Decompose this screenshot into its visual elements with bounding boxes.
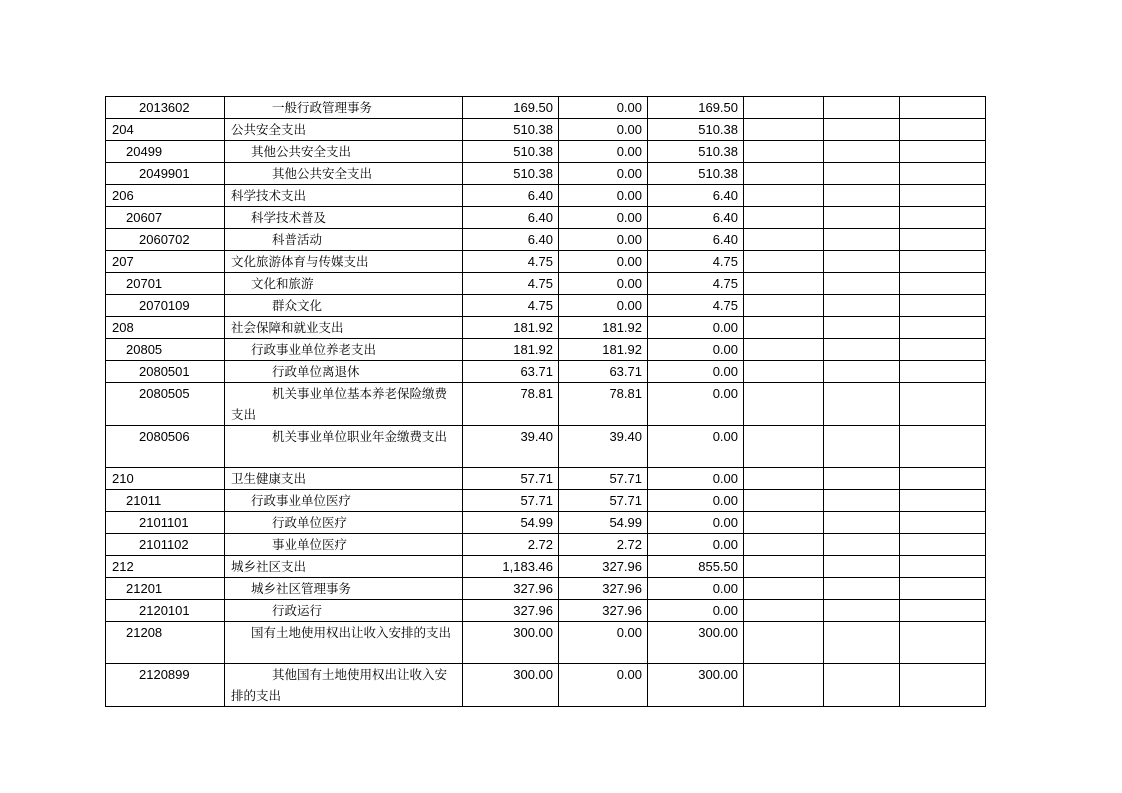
subject-name-cell: 城乡社区管理事务 xyxy=(225,578,463,600)
empty-cell xyxy=(824,185,900,207)
project-expenditure-cell: 0.00 xyxy=(648,383,744,426)
subject-code-cell: 21208 xyxy=(106,622,225,664)
table-row xyxy=(106,512,986,534)
empty-cell xyxy=(744,163,824,185)
subject-code-cell: 2080501 xyxy=(106,361,225,383)
subject-code-cell: 2013602 xyxy=(106,97,225,119)
basic-expenditure-cell: 0.00 xyxy=(559,141,648,163)
empty-cell xyxy=(744,185,824,207)
subject-code-cell: 20701 xyxy=(106,273,225,295)
subject-code-cell: 20607 xyxy=(106,207,225,229)
subject-name-cell: 行政事业单位医疗 xyxy=(225,490,463,512)
project-expenditure-cell: 0.00 xyxy=(648,468,744,490)
subject-code-cell: 2120899 xyxy=(106,664,225,707)
project-expenditure-cell: 510.38 xyxy=(648,163,744,185)
empty-cell xyxy=(744,119,824,141)
subject-name-cell: 机关事业单位基本养老保险缴费支出 xyxy=(225,383,463,426)
subject-name-cell: 一般行政管理事务 xyxy=(225,97,463,119)
subject-code-cell: 2080505 xyxy=(106,383,225,426)
empty-cell xyxy=(824,578,900,600)
table-row xyxy=(106,97,986,119)
table-row xyxy=(106,600,986,622)
total-amount-cell: 57.71 xyxy=(463,490,559,512)
table-body xyxy=(106,97,986,707)
empty-cell xyxy=(900,163,986,185)
project-expenditure-cell: 855.50 xyxy=(648,556,744,578)
table-row xyxy=(106,361,986,383)
project-expenditure-cell: 0.00 xyxy=(648,426,744,468)
table-row xyxy=(106,339,986,361)
subject-name-cell: 科学技术普及 xyxy=(225,207,463,229)
empty-cell xyxy=(744,295,824,317)
total-amount-cell: 63.71 xyxy=(463,361,559,383)
empty-cell xyxy=(900,141,986,163)
table-row xyxy=(106,185,986,207)
basic-expenditure-cell: 181.92 xyxy=(559,339,648,361)
empty-cell xyxy=(744,383,824,426)
empty-cell xyxy=(900,578,986,600)
subject-name-cell: 文化旅游体育与传媒支出 xyxy=(225,251,463,273)
subject-name-cell: 事业单位医疗 xyxy=(225,534,463,556)
table-row xyxy=(106,163,986,185)
project-expenditure-cell: 4.75 xyxy=(648,251,744,273)
table-row xyxy=(106,383,986,426)
total-amount-cell: 327.96 xyxy=(463,600,559,622)
project-expenditure-cell: 0.00 xyxy=(648,490,744,512)
project-expenditure-cell: 510.38 xyxy=(648,119,744,141)
total-amount-cell: 78.81 xyxy=(463,383,559,426)
empty-cell xyxy=(900,273,986,295)
empty-cell xyxy=(824,141,900,163)
basic-expenditure-cell: 0.00 xyxy=(559,229,648,251)
subject-code-cell: 21011 xyxy=(106,490,225,512)
empty-cell xyxy=(900,534,986,556)
empty-cell xyxy=(900,490,986,512)
total-amount-cell: 4.75 xyxy=(463,295,559,317)
empty-cell xyxy=(744,556,824,578)
subject-code-cell: 206 xyxy=(106,185,225,207)
table-row xyxy=(106,490,986,512)
table-row xyxy=(106,468,986,490)
subject-code-cell: 20805 xyxy=(106,339,225,361)
table-row xyxy=(106,273,986,295)
empty-cell xyxy=(900,119,986,141)
empty-cell xyxy=(744,534,824,556)
empty-cell xyxy=(824,490,900,512)
table-row xyxy=(106,534,986,556)
table-row xyxy=(106,251,986,273)
subject-name-cell: 行政运行 xyxy=(225,600,463,622)
total-amount-cell: 54.99 xyxy=(463,512,559,534)
empty-cell xyxy=(900,622,986,664)
empty-cell xyxy=(824,229,900,251)
project-expenditure-cell: 510.38 xyxy=(648,141,744,163)
table-row xyxy=(106,207,986,229)
total-amount-cell: 300.00 xyxy=(463,664,559,707)
subject-code-cell: 2070109 xyxy=(106,295,225,317)
table-row xyxy=(106,578,986,600)
subject-name-cell: 其他公共安全支出 xyxy=(225,163,463,185)
subject-code-cell: 204 xyxy=(106,119,225,141)
basic-expenditure-cell: 0.00 xyxy=(559,207,648,229)
basic-expenditure-cell: 0.00 xyxy=(559,185,648,207)
total-amount-cell: 6.40 xyxy=(463,229,559,251)
empty-cell xyxy=(824,534,900,556)
empty-cell xyxy=(900,512,986,534)
table-row xyxy=(106,295,986,317)
empty-cell xyxy=(744,490,824,512)
empty-cell xyxy=(824,207,900,229)
basic-expenditure-cell: 327.96 xyxy=(559,600,648,622)
basic-expenditure-cell: 327.96 xyxy=(559,578,648,600)
total-amount-cell: 1,183.46 xyxy=(463,556,559,578)
subject-name-cell: 其他公共安全支出 xyxy=(225,141,463,163)
subject-name-cell: 机关事业单位职业年金缴费支出 xyxy=(225,426,463,468)
basic-expenditure-cell: 0.00 xyxy=(559,163,648,185)
total-amount-cell: 57.71 xyxy=(463,468,559,490)
basic-expenditure-cell: 0.00 xyxy=(559,664,648,707)
table-row xyxy=(106,426,986,468)
subject-name-cell: 群众文化 xyxy=(225,295,463,317)
total-amount-cell: 510.38 xyxy=(463,141,559,163)
project-expenditure-cell: 0.00 xyxy=(648,339,744,361)
subject-name-cell: 科普活动 xyxy=(225,229,463,251)
project-expenditure-cell: 0.00 xyxy=(648,512,744,534)
total-amount-cell: 4.75 xyxy=(463,251,559,273)
empty-cell xyxy=(744,468,824,490)
basic-expenditure-cell: 57.71 xyxy=(559,468,648,490)
subject-name-cell: 社会保障和就业支出 xyxy=(225,317,463,339)
empty-cell xyxy=(744,141,824,163)
project-expenditure-cell: 6.40 xyxy=(648,229,744,251)
subject-code-cell: 2101101 xyxy=(106,512,225,534)
subject-name-cell: 公共安全支出 xyxy=(225,119,463,141)
empty-cell xyxy=(744,229,824,251)
empty-cell xyxy=(744,578,824,600)
empty-cell xyxy=(900,207,986,229)
basic-expenditure-cell: 0.00 xyxy=(559,622,648,664)
total-amount-cell: 300.00 xyxy=(463,622,559,664)
empty-cell xyxy=(824,556,900,578)
empty-cell xyxy=(744,512,824,534)
basic-expenditure-cell: 54.99 xyxy=(559,512,648,534)
total-amount-cell: 39.40 xyxy=(463,426,559,468)
table-row xyxy=(106,119,986,141)
empty-cell xyxy=(744,361,824,383)
empty-cell xyxy=(824,664,900,707)
subject-code-cell: 207 xyxy=(106,251,225,273)
basic-expenditure-cell: 0.00 xyxy=(559,273,648,295)
table-row xyxy=(106,556,986,578)
subject-name-cell: 卫生健康支出 xyxy=(225,468,463,490)
empty-cell xyxy=(744,664,824,707)
basic-expenditure-cell: 0.00 xyxy=(559,97,648,119)
subject-code-cell: 2049901 xyxy=(106,163,225,185)
empty-cell xyxy=(824,600,900,622)
empty-cell xyxy=(744,317,824,339)
subject-name-cell: 科学技术支出 xyxy=(225,185,463,207)
empty-cell xyxy=(824,426,900,468)
table-row xyxy=(106,664,986,707)
project-expenditure-cell: 0.00 xyxy=(648,600,744,622)
table-row xyxy=(106,229,986,251)
project-expenditure-cell: 6.40 xyxy=(648,207,744,229)
empty-cell xyxy=(900,185,986,207)
empty-cell xyxy=(744,600,824,622)
subject-code-cell: 2060702 xyxy=(106,229,225,251)
total-amount-cell: 6.40 xyxy=(463,207,559,229)
subject-name-cell: 行政单位医疗 xyxy=(225,512,463,534)
total-amount-cell: 2.72 xyxy=(463,534,559,556)
project-expenditure-cell: 300.00 xyxy=(648,622,744,664)
empty-cell xyxy=(900,229,986,251)
empty-cell xyxy=(824,295,900,317)
subject-code-cell: 20499 xyxy=(106,141,225,163)
subject-code-cell: 212 xyxy=(106,556,225,578)
project-expenditure-cell: 300.00 xyxy=(648,664,744,707)
project-expenditure-cell: 0.00 xyxy=(648,317,744,339)
project-expenditure-cell: 4.75 xyxy=(648,295,744,317)
total-amount-cell: 181.92 xyxy=(463,317,559,339)
project-expenditure-cell: 6.40 xyxy=(648,185,744,207)
empty-cell xyxy=(900,317,986,339)
budget-table-sheet xyxy=(105,96,986,707)
empty-cell xyxy=(824,361,900,383)
expenditure-table xyxy=(105,96,986,707)
empty-cell xyxy=(900,361,986,383)
empty-cell xyxy=(744,426,824,468)
basic-expenditure-cell: 181.92 xyxy=(559,317,648,339)
project-expenditure-cell: 0.00 xyxy=(648,361,744,383)
total-amount-cell: 327.96 xyxy=(463,578,559,600)
subject-name-cell: 文化和旅游 xyxy=(225,273,463,295)
basic-expenditure-cell: 0.00 xyxy=(559,251,648,273)
table-row xyxy=(106,622,986,664)
subject-code-cell: 2080506 xyxy=(106,426,225,468)
empty-cell xyxy=(744,251,824,273)
empty-cell xyxy=(824,339,900,361)
total-amount-cell: 510.38 xyxy=(463,163,559,185)
empty-cell xyxy=(744,207,824,229)
empty-cell xyxy=(900,97,986,119)
empty-cell xyxy=(824,163,900,185)
basic-expenditure-cell: 327.96 xyxy=(559,556,648,578)
total-amount-cell: 181.92 xyxy=(463,339,559,361)
empty-cell xyxy=(824,622,900,664)
empty-cell xyxy=(900,426,986,468)
basic-expenditure-cell: 0.00 xyxy=(559,119,648,141)
empty-cell xyxy=(824,251,900,273)
empty-cell xyxy=(744,97,824,119)
project-expenditure-cell: 0.00 xyxy=(648,578,744,600)
subject-name-cell: 城乡社区支出 xyxy=(225,556,463,578)
empty-cell xyxy=(824,383,900,426)
table-row xyxy=(106,141,986,163)
basic-expenditure-cell: 78.81 xyxy=(559,383,648,426)
basic-expenditure-cell: 0.00 xyxy=(559,295,648,317)
basic-expenditure-cell: 39.40 xyxy=(559,426,648,468)
project-expenditure-cell: 0.00 xyxy=(648,534,744,556)
basic-expenditure-cell: 63.71 xyxy=(559,361,648,383)
table-row xyxy=(106,317,986,339)
subject-name-cell: 其他国有土地使用权出让收入安排的支出 xyxy=(225,664,463,707)
total-amount-cell: 4.75 xyxy=(463,273,559,295)
empty-cell xyxy=(824,97,900,119)
subject-code-cell: 2120101 xyxy=(106,600,225,622)
subject-code-cell: 21201 xyxy=(106,578,225,600)
empty-cell xyxy=(900,295,986,317)
subject-name-cell: 行政单位离退休 xyxy=(225,361,463,383)
empty-cell xyxy=(744,339,824,361)
empty-cell xyxy=(824,512,900,534)
empty-cell xyxy=(900,383,986,426)
empty-cell xyxy=(824,317,900,339)
empty-cell xyxy=(900,600,986,622)
project-expenditure-cell: 4.75 xyxy=(648,273,744,295)
subject-code-cell: 210 xyxy=(106,468,225,490)
subject-code-cell: 208 xyxy=(106,317,225,339)
empty-cell xyxy=(900,251,986,273)
empty-cell xyxy=(824,468,900,490)
total-amount-cell: 510.38 xyxy=(463,119,559,141)
total-amount-cell: 6.40 xyxy=(463,185,559,207)
empty-cell xyxy=(900,556,986,578)
total-amount-cell: 169.50 xyxy=(463,97,559,119)
empty-cell xyxy=(744,622,824,664)
empty-cell xyxy=(900,468,986,490)
project-expenditure-cell: 169.50 xyxy=(648,97,744,119)
basic-expenditure-cell: 2.72 xyxy=(559,534,648,556)
empty-cell xyxy=(900,664,986,707)
subject-name-cell: 国有土地使用权出让收入安排的支出 xyxy=(225,622,463,664)
empty-cell xyxy=(744,273,824,295)
basic-expenditure-cell: 57.71 xyxy=(559,490,648,512)
subject-code-cell: 2101102 xyxy=(106,534,225,556)
empty-cell xyxy=(900,339,986,361)
empty-cell xyxy=(824,119,900,141)
empty-cell xyxy=(824,273,900,295)
subject-name-cell: 行政事业单位养老支出 xyxy=(225,339,463,361)
